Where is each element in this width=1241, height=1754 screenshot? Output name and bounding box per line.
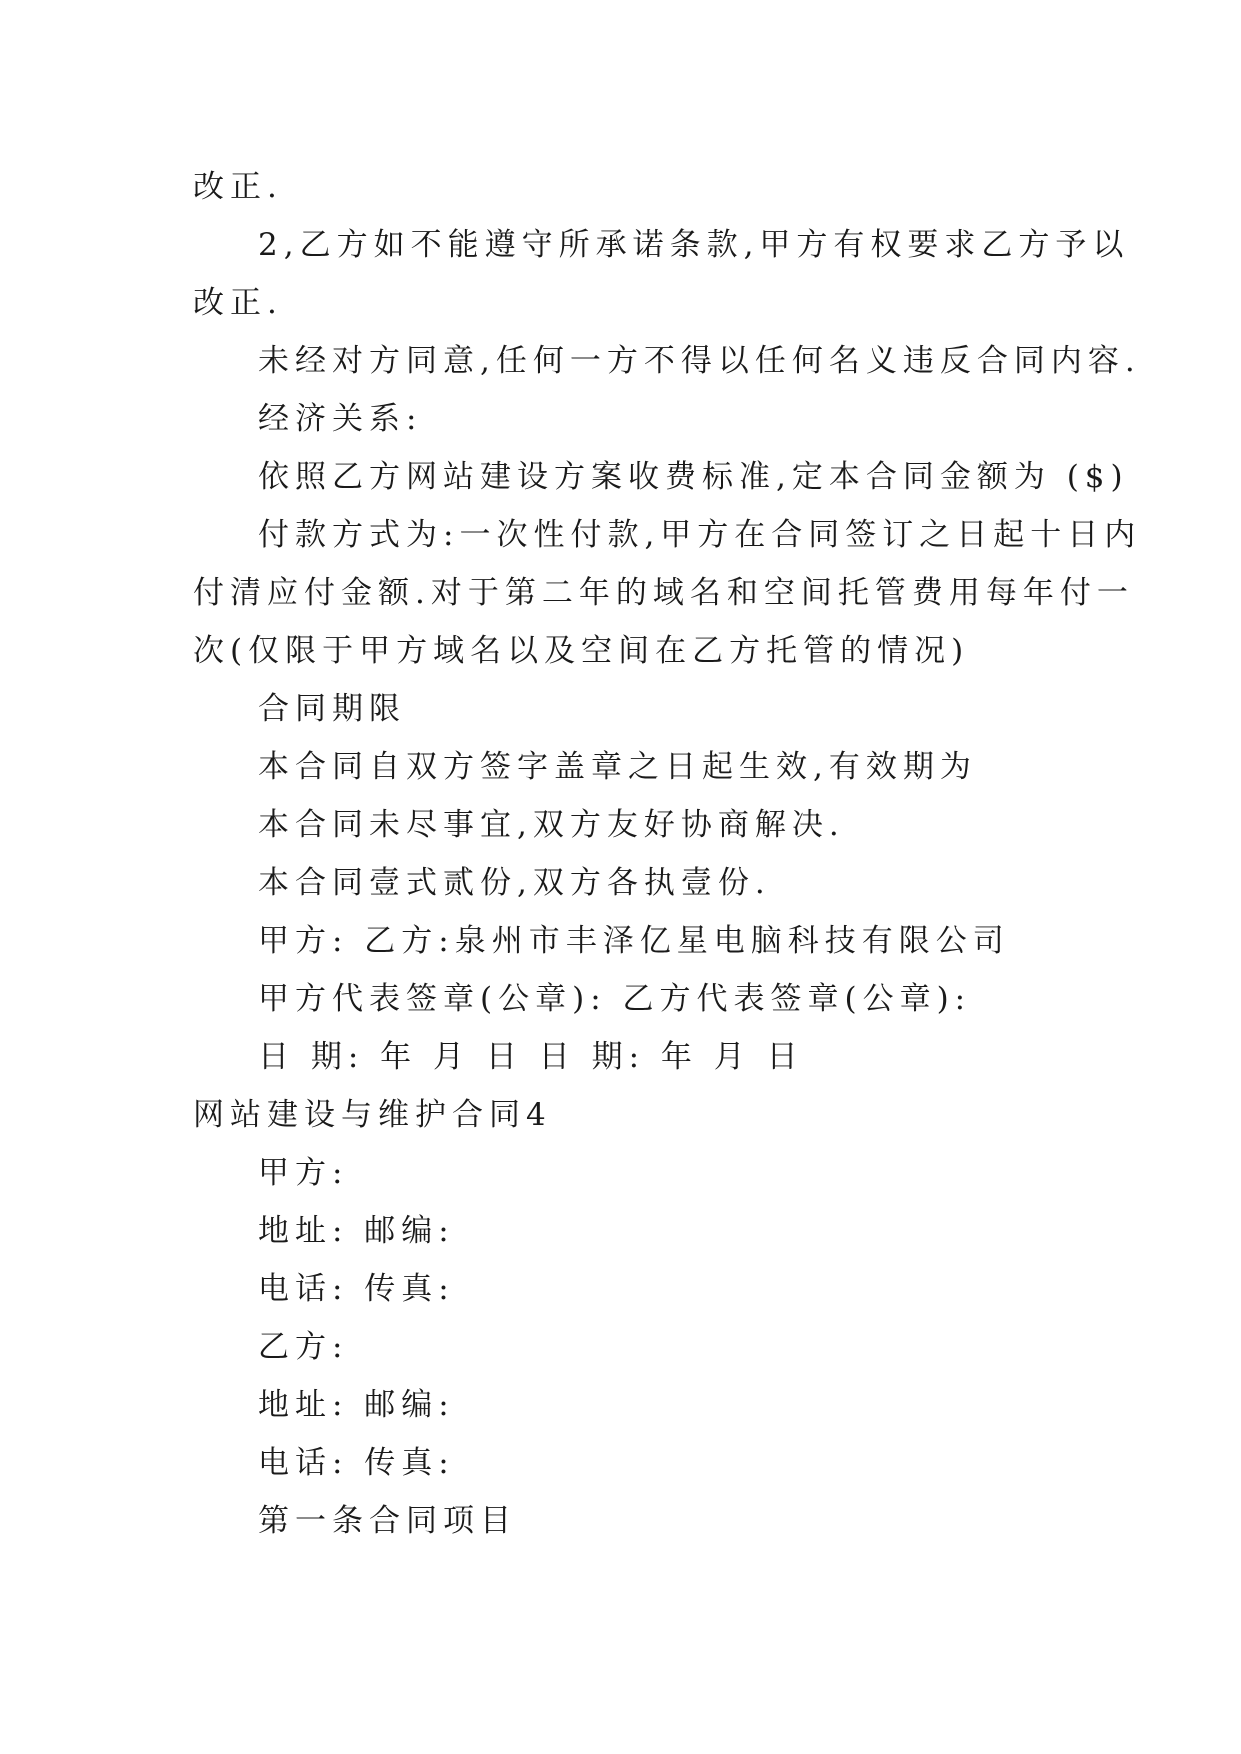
text-line-13: 本合同壹式贰份,双方各执壹份. bbox=[258, 865, 771, 901]
section-heading: 网站建设与维护合同4 bbox=[193, 1097, 552, 1133]
text-line-16: 日 期: 年 月 日 日 期: 年 月 日 bbox=[258, 1039, 804, 1075]
text-line-19: 地址: 邮编: bbox=[258, 1213, 455, 1249]
text-line-8: 付清应付金额.对于第二年的域名和空间托管费用每年付一 bbox=[193, 575, 1134, 611]
text-line-5: 经济关系: bbox=[258, 401, 423, 437]
text-line-3: 改正. bbox=[193, 285, 283, 321]
text-line-1: 改正. bbox=[193, 169, 283, 205]
text-line-23: 电话: 传真: bbox=[258, 1445, 455, 1481]
text-line-22: 地址: 邮编: bbox=[258, 1387, 455, 1423]
text-line-7: 付款方式为:一次性付款,甲方在合同签订之日起十日内 bbox=[258, 517, 1142, 553]
text-line-20: 电话: 传真: bbox=[258, 1271, 455, 1307]
text-line-18: 甲方: bbox=[258, 1155, 349, 1191]
text-line-24: 第一条合同项目 bbox=[258, 1503, 517, 1539]
text-line-6: 依照乙方网站建设方案收费标准,定本合同金额为 ($) bbox=[258, 459, 1129, 495]
text-line-11: 本合同自双方签字盖章之日起生效,有效期为 bbox=[258, 749, 977, 785]
text-line-15: 甲方代表签章(公章): 乙方代表签章(公章): bbox=[258, 981, 972, 1017]
text-line-21: 乙方: bbox=[258, 1329, 349, 1365]
text-line-2: 2,乙方如不能遵守所承诺条款,甲方有权要求乙方予以 bbox=[258, 227, 1130, 263]
text-line-14: 甲方: 乙方:泉州市丰泽亿星电脑科技有限公司 bbox=[258, 923, 1010, 959]
text-line-12: 本合同未尽事宜,双方友好协商解决. bbox=[258, 807, 845, 843]
text-line-10: 合同期限 bbox=[258, 691, 406, 727]
text-line-9: 次(仅限于甲方域名以及空间在乙方托管的情况) bbox=[193, 633, 970, 669]
text-line-4: 未经对方同意,任何一方不得以任何名义违反合同内容. bbox=[258, 343, 1141, 379]
